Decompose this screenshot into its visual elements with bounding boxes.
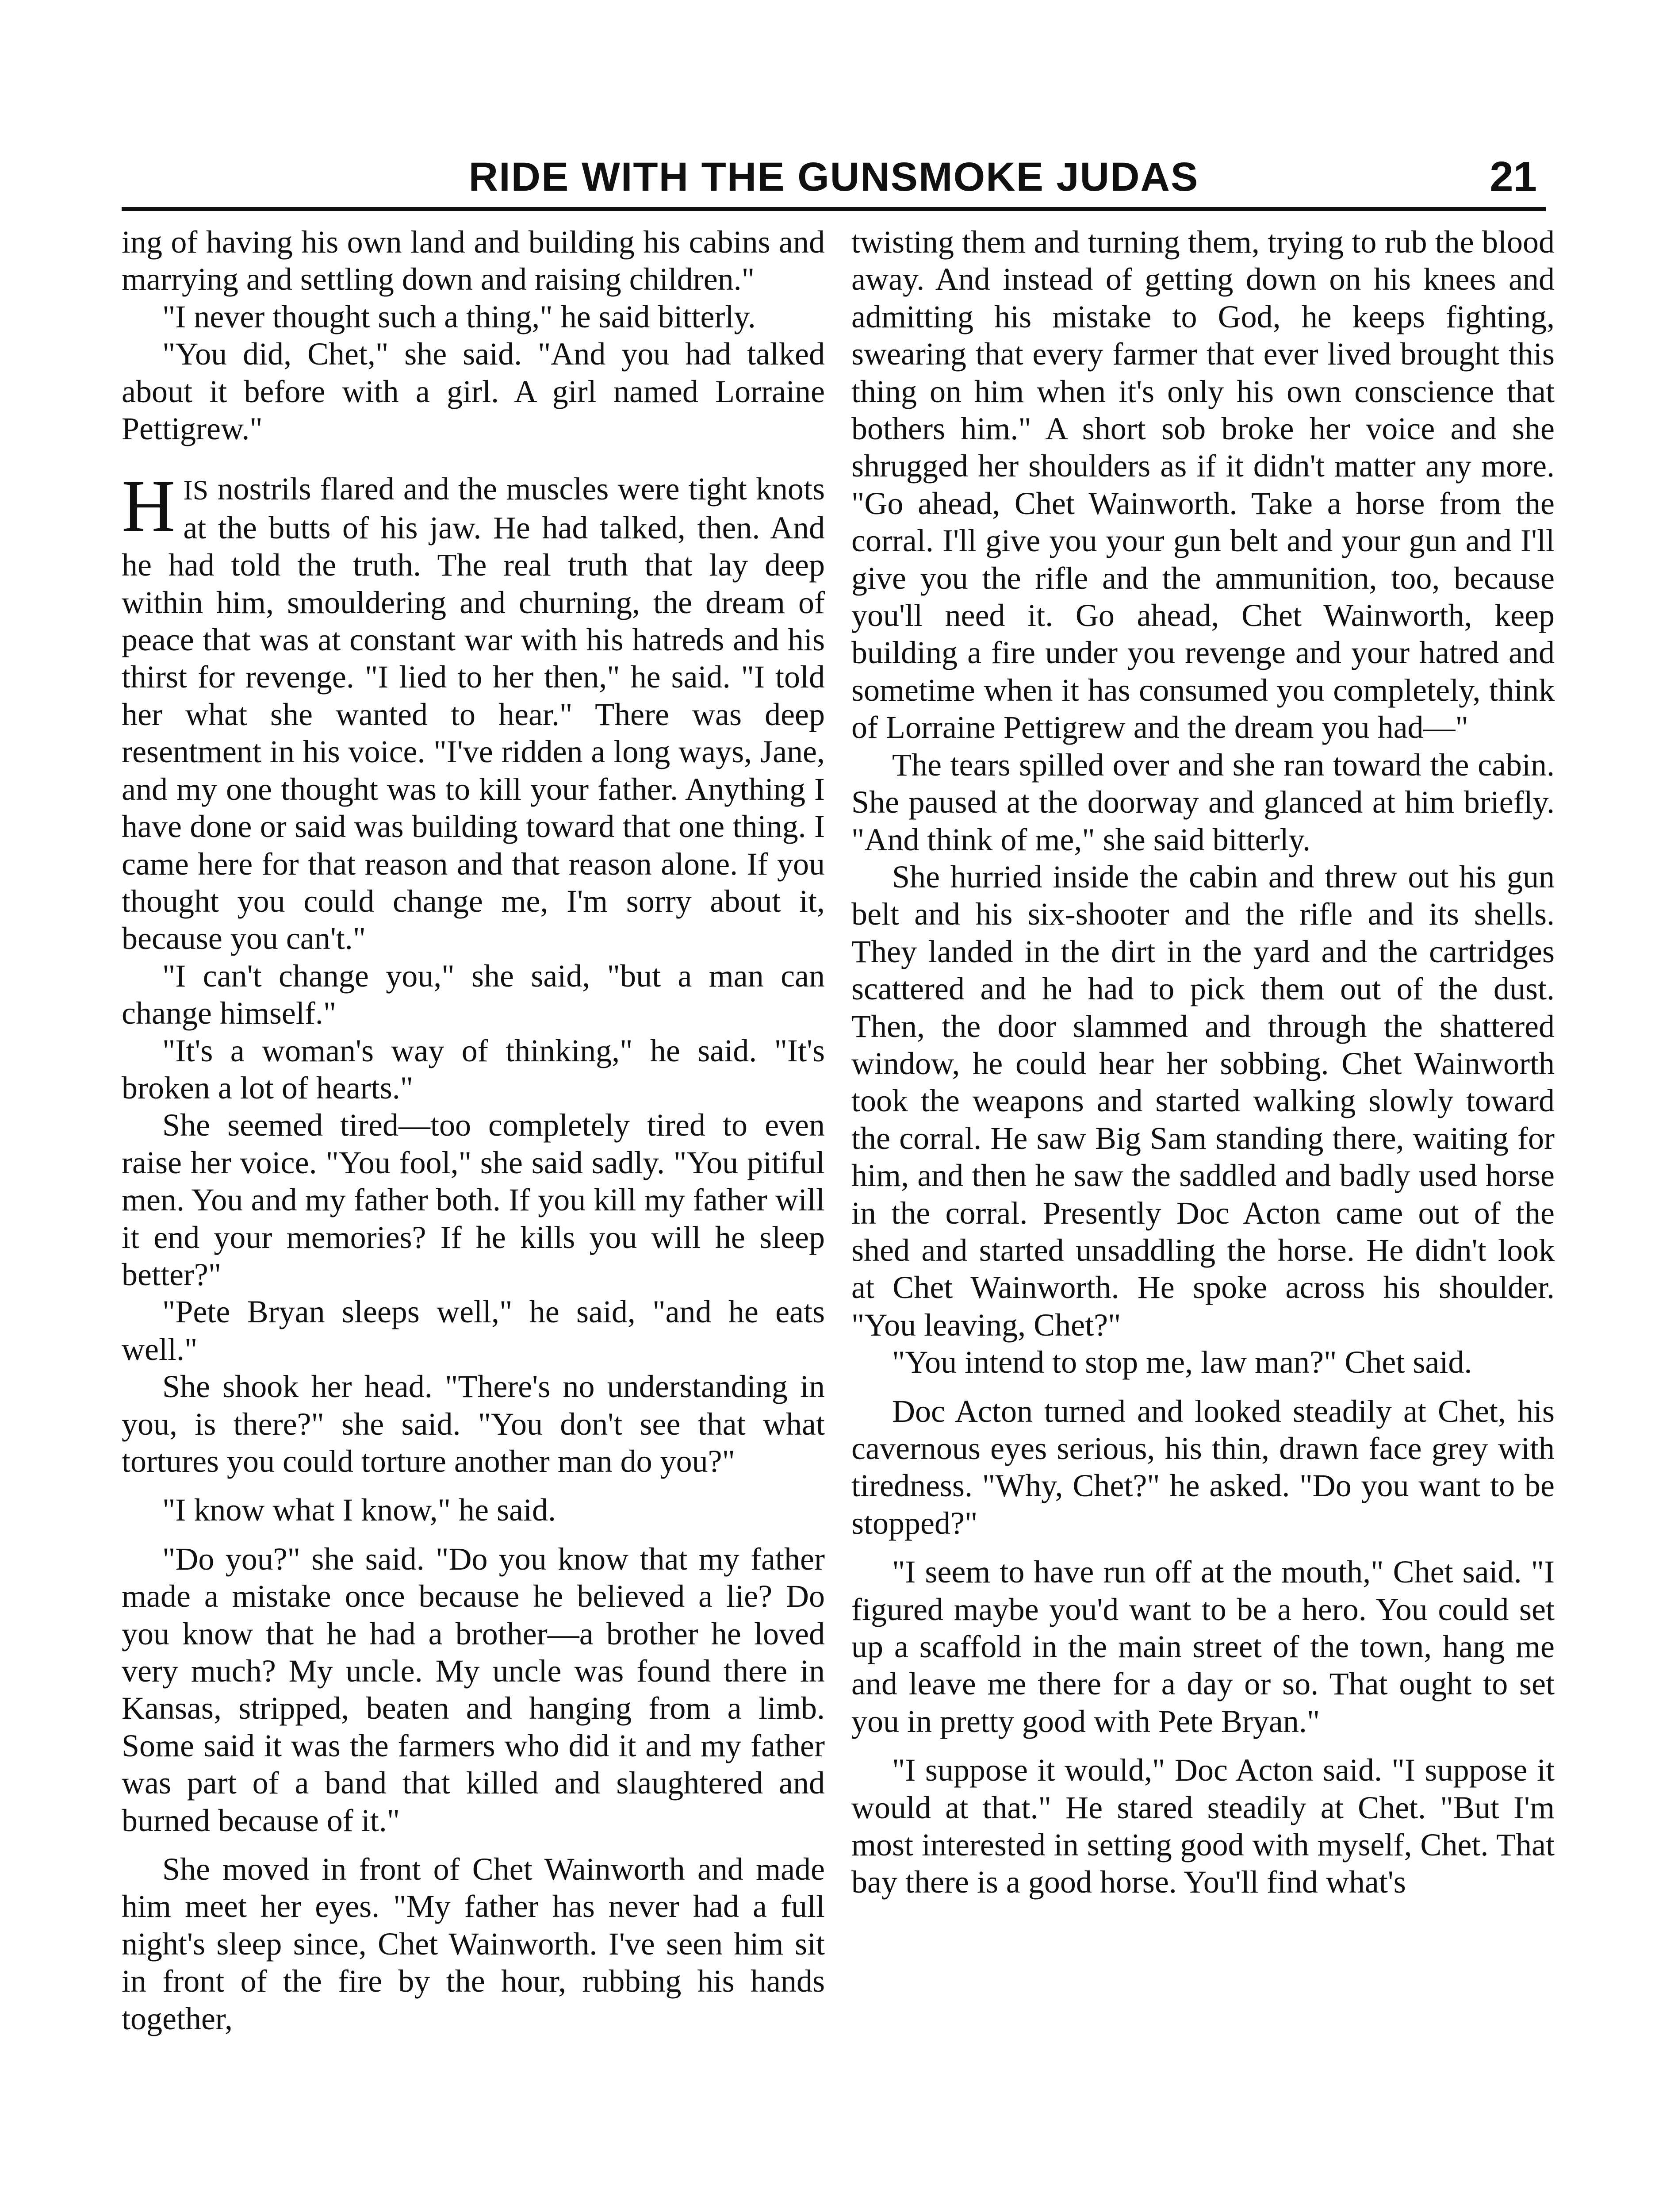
paragraph: She hurried inside the cabin and threw out his gun belt and his six-shooter and the rifle and its shells. They landed in the dirt in the yard and the cartridges scattered and he had to pick them out of the dust. Then, the door slammed and through the shattered window, he could hear her sobbing. Chet Wainworth took the weapons and started walking slowly toward the corral. He saw Big Sam standing there, waiting for him, and then he saw the saddled and badly used horse in the corral. Presently Doc Acton came out of the shed and started unsaddling the horse. He didn't look at Chet Wainworth. He spoke across his shoulder. "You leaving, Chet?" [851,859,1555,1343]
right-column [851,223,1555,1901]
paragraph: She moved in front of Chet Wainworth and made him meet her eyes. "My father has never had a full night's sleep since, Chet Wainworth. I've seen him sit in front of the fire by the hour, rubbing his hands together, [122,1851,825,2036]
page-number: 21 [1490,153,1537,200]
paragraph: "You did, Chet," she said. "And you had talked about it before with a girl. A girl named Lorraine Pettigrew." [122,336,825,447]
header-rule [122,207,1546,211]
paragraph-with-dropcap [122,465,825,957]
paragraph: "I suppose it would," Doc Acton said. "I suppose it would at that." He stared steadily at Chet. "But I'm most interested in setting good with myself, Chet. That bay there is a good horse. You'll find what's [851,1752,1555,1900]
paragraph: "I can't change you," she said, "but a man can change himself." [122,958,825,1031]
small-caps-lead: IS [183,474,209,506]
running-title: RIDE WITH THE GUNSMOKE JUDAS [468,154,1199,200]
paragraph: ing of having his own land and building his cabins and marrying and settling down and raising children." [122,224,825,297]
paragraph: "Pete Bryan sleeps well," he said, "and he eats well." [122,1294,825,1367]
left-column [122,223,825,2037]
paragraph-text: nostrils flared and the muscles were tight knots at the butts of his jaw. He had talked, then. And he had told the truth. The real truth that lay deep within him, smouldering and churning, the dream of peace that was at constant war with his hatreds and his thirst for revenge. "I lied to her then," he said. "I told her what she wanted to hear." There was deep resentment in his voice. "I've ridden a long ways, Jane, and my one thought was to kill your father. Anything I have done or said was building toward that one thing. I came here for that reason and that reason alone. If you thought you could change me, I'm sorry about it, because you can't." [122,471,825,956]
paragraph: "You intend to stop me, law man?" Chet said. [892,1344,1472,1380]
running-header [122,150,1546,204]
paragraph: twisting them and turning them, trying to rub the blood away. And instead of getting down on his knees and admitting his mistake to God, he keeps fighting, swearing that every farmer that ever lived brought this thing on him when it's only his own conscience that bothers him." A short sob broke her voice and she shrugged her shoulders as if it didn't matter any more. "Go ahead, Chet Wainworth. Take a horse from the corral. I'll give you your gun belt and your gun and I'll give you the rifle and the ammunition, too, because you'll need it. Go ahead, Chet Wainworth, keep building a fire under you revenge and your hatred and sometime when it has consumed you completely, think of Lorraine Pettigrew and the dream you had—" [851,224,1555,745]
paragraph: "I seem to have run off at the mouth," Chet said. "I figured maybe you'd want to be a hero. You could set up a scaffold in the main street of the town, hang me and leave me there for a day or so. That ought to set you in pretty good with Pete Bryan." [851,1554,1555,1739]
paragraph: She shook her head. "There's no understanding in you, is there?" she said. "You don't see that what tortures you could torture another man do you?" [122,1369,825,1479]
paragraph: "It's a woman's way of thinking," he said. "It's broken a lot of hearts." [122,1033,825,1106]
drop-cap: H [122,465,176,548]
paragraph: Doc Acton turned and looked steadily at Chet, his cavernous eyes serious, his thin, drawn face grey with tiredness. "Why, Chet?" he asked. "Do you want to be stopped?" [851,1393,1555,1541]
paragraph: "Do you?" she said. "Do you know that my father made a mistake once because he believed a lie? Do you know that he had a brother—a brother he loved very much? My uncle. My uncle was found there in Kansas, stripped, beaten and hanging from a limb. Some said it was the farmers who did it and my father was part of a band that killed and slaughtered and burned because of it." [122,1541,825,1838]
paragraph: She seemed tired—too completely tired to even raise her voice. "You fool," she said sadly. "You pitiful men. You and my father both. If you kill my father will it end your memories? If he kills you will he sleep better?" [122,1107,825,1292]
paragraph: The tears spilled over and she ran toward the cabin. She paused at the doorway and glanced at him briefly. "And think of me," she said bitterly. [851,747,1555,857]
paragraph: "I know what I know," he said. [162,1492,556,1528]
paragraph: "I never thought such a thing," he said bitterly. [162,299,756,334]
